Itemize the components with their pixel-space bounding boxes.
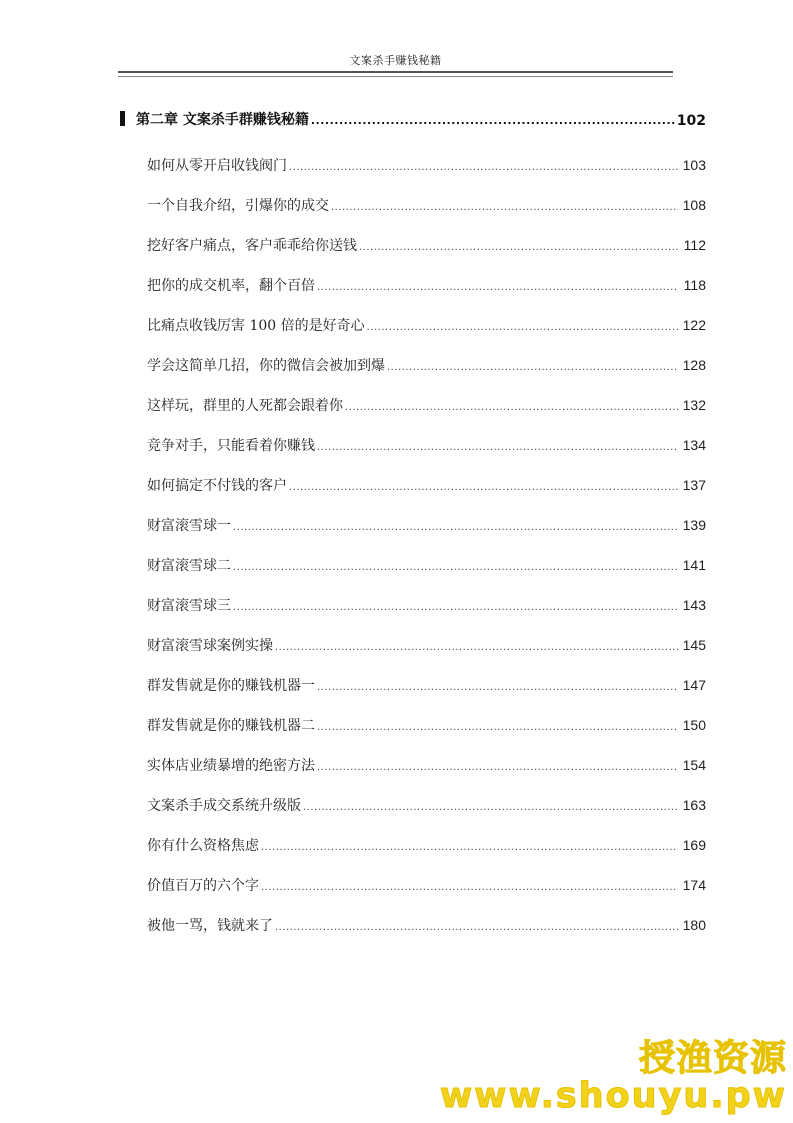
toc-entry[interactable] bbox=[120, 705, 706, 745]
dot-leader bbox=[303, 798, 678, 813]
toc-entry-page-number: 118 bbox=[683, 277, 706, 293]
toc-entry-title: 这样玩，群里的人死都会跟着你 bbox=[147, 398, 343, 414]
toc-entry-page-number: 103 bbox=[682, 157, 706, 173]
toc-entry-page-number: 150 bbox=[682, 717, 706, 733]
toc-entry-title: 把你的成交机率，翻个百倍 bbox=[147, 278, 315, 294]
toc-entry-page-number: 128 bbox=[682, 357, 706, 373]
dot-leader bbox=[275, 918, 678, 933]
toc-entry-title: 比痛点收钱厉害 100 倍的是好奇心 bbox=[147, 318, 365, 334]
toc-entry[interactable] bbox=[120, 745, 706, 785]
toc-entry-page-number: 122 bbox=[682, 317, 706, 333]
toc-chapter-entry[interactable] bbox=[120, 105, 706, 129]
toc-entry-title: 财富滚雪球案例实操 bbox=[147, 638, 273, 654]
dot-leader bbox=[233, 598, 678, 613]
toc-entry[interactable] bbox=[120, 465, 706, 505]
toc-entry-title: 如何从零开启收钱阀门 bbox=[147, 158, 287, 174]
toc-entry-page-number: 145 bbox=[682, 637, 706, 653]
toc-entry[interactable] bbox=[120, 265, 706, 305]
toc-entry[interactable] bbox=[120, 905, 706, 945]
dot-leader bbox=[317, 758, 678, 773]
dot-leader bbox=[233, 558, 678, 573]
toc-entry-title: 群发售就是你的赚钱机器二 bbox=[147, 718, 315, 734]
header-rule-thin bbox=[118, 76, 673, 77]
toc-entry-title: 实体店业绩暴增的绝密方法 bbox=[147, 758, 315, 774]
dot-leader bbox=[359, 238, 678, 253]
dot-leader bbox=[261, 838, 678, 853]
toc-entry-page-number: 139 bbox=[682, 517, 706, 533]
toc-entry-page-number: 169 bbox=[682, 837, 706, 853]
toc-entry-page-number: 108 bbox=[682, 197, 706, 213]
toc-entry-title: 价值百万的六个字 bbox=[147, 878, 259, 894]
dot-leader bbox=[289, 158, 678, 173]
toc-entry-title: 财富滚雪球三 bbox=[147, 598, 231, 614]
toc-entry-page-number: 174 bbox=[682, 877, 706, 893]
dot-leader bbox=[387, 358, 678, 373]
toc-entry[interactable] bbox=[120, 185, 706, 225]
toc-entry[interactable] bbox=[120, 305, 706, 345]
toc-entry-page-number: 180 bbox=[682, 917, 706, 933]
watermark-brand: 授渔资源 bbox=[638, 1038, 787, 1080]
dot-leader bbox=[317, 438, 678, 453]
toc-entry-title: 财富滚雪球一 bbox=[147, 518, 231, 534]
table-of-contents bbox=[120, 105, 706, 945]
chapter-bullet-icon bbox=[120, 111, 125, 126]
toc-entry-page-number: 163 bbox=[682, 797, 706, 813]
dot-leader bbox=[289, 478, 678, 493]
toc-entry[interactable] bbox=[120, 345, 706, 385]
dot-leader bbox=[345, 398, 678, 413]
dot-leader bbox=[311, 108, 675, 127]
toc-entry-title: 竞争对手，只能看着你赚钱 bbox=[147, 438, 315, 454]
toc-entry-title: 文案杀手成交系统升级版 bbox=[147, 798, 301, 814]
toc-entry[interactable] bbox=[120, 425, 706, 465]
toc-entry-title: 财富滚雪球二 bbox=[147, 558, 231, 574]
toc-entry[interactable] bbox=[120, 865, 706, 905]
toc-entry-page-number: 137 bbox=[682, 477, 706, 493]
toc-entry[interactable] bbox=[120, 145, 706, 185]
dot-leader bbox=[317, 718, 678, 733]
dot-leader bbox=[275, 638, 678, 653]
toc-entry-page-number: 147 bbox=[682, 677, 706, 693]
toc-entry[interactable] bbox=[120, 545, 706, 585]
chapter-title: 第二章 文案杀手群赚钱秘籍 bbox=[136, 112, 309, 128]
watermark bbox=[440, 1040, 787, 1115]
toc-entry-title: 一个自我介绍，引爆你的成交 bbox=[147, 198, 329, 214]
toc-entry-page-number: 134 bbox=[682, 437, 706, 453]
toc-entry[interactable] bbox=[120, 585, 706, 625]
toc-entry-title: 被他一骂，钱就来了 bbox=[147, 918, 273, 934]
dot-leader bbox=[367, 318, 678, 333]
toc-entry-page-number: 132 bbox=[682, 397, 706, 413]
toc-item-list bbox=[120, 145, 706, 945]
toc-entry[interactable] bbox=[120, 385, 706, 425]
toc-entry[interactable] bbox=[120, 665, 706, 705]
toc-entry-title: 挖好客户痛点，客户乖乖给你送钱 bbox=[147, 238, 357, 254]
chapter-page-number: 102 bbox=[676, 113, 706, 129]
dot-leader bbox=[331, 198, 678, 213]
toc-entry[interactable] bbox=[120, 225, 706, 265]
dot-leader bbox=[233, 518, 678, 533]
toc-entry-page-number: 112 bbox=[683, 237, 706, 253]
watermark-url: www.shouyu.pw bbox=[439, 1076, 787, 1117]
toc-entry-title: 你有什么资格焦虑 bbox=[147, 838, 259, 854]
toc-entry-title: 如何搞定不付钱的客户 bbox=[147, 478, 287, 494]
toc-entry[interactable] bbox=[120, 505, 706, 545]
toc-entry-page-number: 143 bbox=[682, 597, 706, 613]
toc-entry[interactable] bbox=[120, 825, 706, 865]
toc-entry-page-number: 154 bbox=[682, 757, 706, 773]
dot-leader bbox=[317, 678, 678, 693]
toc-entry-title: 学会这简单几招，你的微信会被加到爆 bbox=[147, 358, 385, 374]
header-rule-thick bbox=[118, 71, 673, 73]
dot-leader bbox=[317, 278, 678, 293]
toc-entry[interactable] bbox=[120, 785, 706, 825]
toc-entry-page-number: 141 bbox=[682, 557, 706, 573]
toc-entry[interactable] bbox=[120, 625, 706, 665]
toc-entry-title: 群发售就是你的赚钱机器一 bbox=[147, 678, 315, 694]
dot-leader bbox=[261, 878, 678, 893]
running-header: 文案杀手赚钱秘籍 bbox=[349, 54, 442, 67]
